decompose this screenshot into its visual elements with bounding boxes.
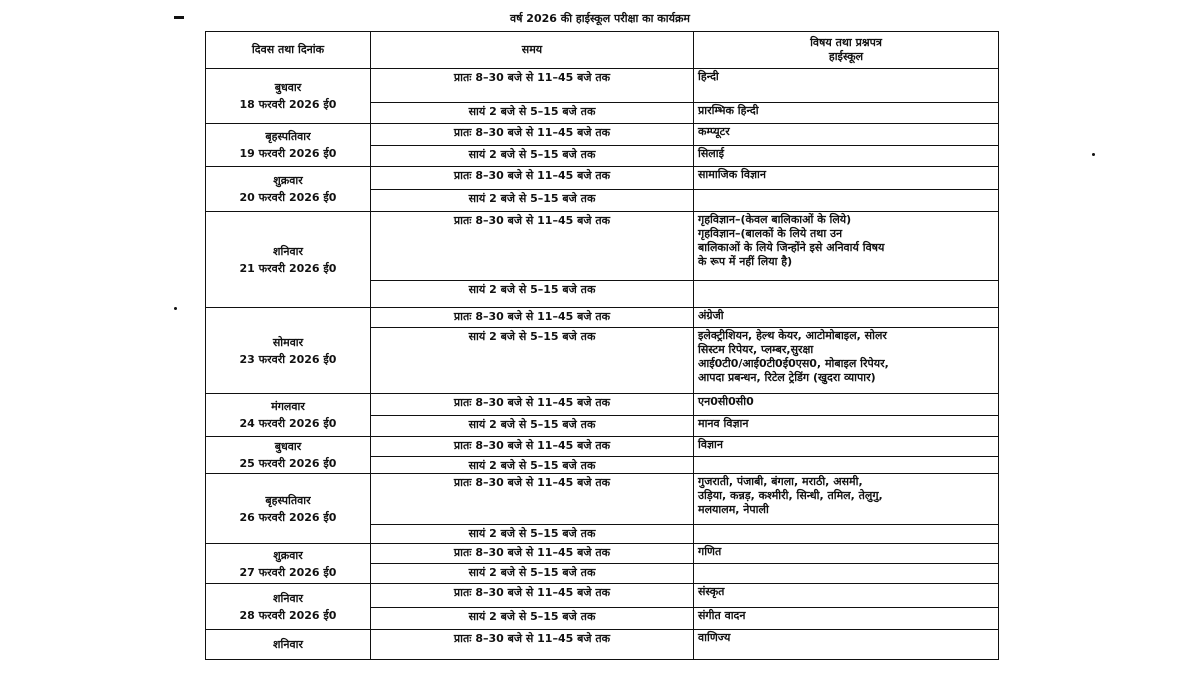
morning-time: प्रातः 8–30 बजे से 11–45 बजे तक <box>371 394 694 416</box>
morning-time: प्रातः 8–30 बजे से 11–45 बजे तक <box>371 212 694 281</box>
evening-time: सायं 2 बजे से 5–15 बजे तक <box>371 564 694 584</box>
table-row <box>206 124 999 146</box>
morning-time: प्रातः 8–30 बजे से 11–45 बजे तक <box>371 124 694 146</box>
day-name: बुधवार <box>274 440 302 453</box>
evening-time: सायं 2 बजे से 5–15 बजे तक <box>371 281 694 308</box>
header-subject-line: विषय तथा प्रश्नपत्र <box>810 36 882 49</box>
subject-line: गणित <box>698 545 722 558</box>
evening-subject <box>694 608 999 630</box>
morning-time: प्रातः 8–30 बजे से 11–45 बजे तक <box>371 544 694 564</box>
exam-date: 25 फरवरी 2026 ई0 <box>239 457 337 470</box>
table-row <box>206 167 999 190</box>
page-title: वर्ष 2026 की हाईस्कूल परीक्षा का कार्यक्रम <box>510 12 690 25</box>
morning-subject <box>694 474 999 525</box>
subject-line: कम्प्यूटर <box>698 125 730 138</box>
morning-subject <box>694 544 999 564</box>
morning-subject <box>694 584 999 608</box>
header-day-date: दिवस तथा दिनांक <box>206 32 371 69</box>
table-row <box>206 394 999 416</box>
schedule-body <box>206 69 999 660</box>
evening-time: सायं 2 बजे से 5–15 बजे तक <box>371 190 694 212</box>
morning-time: प्रातः 8–30 बजे से 11–45 बजे तक <box>371 437 694 457</box>
table-header-row <box>206 32 999 69</box>
exam-date: 23 फरवरी 2026 ई0 <box>239 352 337 366</box>
evening-time: सायं 2 बजे से 5–15 बजे तक <box>371 525 694 544</box>
exam-date: 27 फरवरी 2026 ई0 <box>239 565 337 579</box>
subject-line: आई0टी0/आई0टी0ई0एस0, मोबाइल रिपेयर, <box>698 357 889 370</box>
day-date-cell <box>206 212 371 308</box>
subject-line: विज्ञान <box>698 438 723 451</box>
header-subject <box>694 32 999 69</box>
day-name: शुक्रवार <box>273 548 303 562</box>
evening-subject <box>694 281 999 308</box>
subject-line: गृहविज्ञान–(केवल बालिकाओं के लिये) <box>698 213 852 226</box>
table-row <box>206 69 999 103</box>
subject-line: सिलाई <box>698 147 724 160</box>
evening-subject <box>694 190 999 212</box>
day-date-cell <box>206 308 371 394</box>
table-row <box>206 584 999 608</box>
morning-subject <box>694 69 999 103</box>
morning-subject <box>694 437 999 457</box>
evening-time: सायं 2 बजे से 5–15 बजे तक <box>371 416 694 437</box>
evening-time: सायं 2 बजे से 5–15 बजे तक <box>371 146 694 167</box>
morning-time: प्रातः 8–30 बजे से 11–45 बजे तक <box>371 584 694 608</box>
exam-date: 24 फरवरी 2026 ई0 <box>239 417 337 430</box>
subject-line: एन0सी0सी0 <box>698 395 754 408</box>
day-name: शनिवार <box>273 638 303 651</box>
subject-line: उड़िया, कन्नड़, कश्मीरी, सिन्धी, तमिल, तेलुगु, <box>698 489 883 502</box>
subject-line: आपदा प्रबन्धन, रिटेल ट्रेडिंग (खुदरा व्यापार) <box>698 371 876 384</box>
subject-line: संस्कृत <box>698 585 725 598</box>
subject-line: गृहविज्ञान–(बालकों के लिये तथा उन <box>698 227 843 240</box>
table-row <box>206 474 999 525</box>
exam-date: 19 फरवरी 2026 ई0 <box>239 147 337 160</box>
morning-subject <box>694 212 999 281</box>
table-row <box>206 437 999 457</box>
subject-line: प्रारम्भिक हिन्दी <box>698 104 759 117</box>
subject-line: सामाजिक विज्ञान <box>698 168 766 181</box>
day-date-cell <box>206 394 371 437</box>
evening-subject <box>694 416 999 437</box>
evening-subject <box>694 328 999 394</box>
evening-time: सायं 2 बजे से 5–15 बजे तक <box>371 608 694 630</box>
scan-mark <box>1092 153 1095 156</box>
subject-line: के रूप में नहीं लिया है) <box>698 255 793 268</box>
day-date-cell <box>206 437 371 474</box>
day-name: शनिवार <box>273 244 303 258</box>
day-date-cell <box>206 167 371 212</box>
exam-date: 20 फरवरी 2026 ई0 <box>239 191 337 204</box>
subject-line: सिस्टम रिपेयर, प्लम्बर,सुरक्षा <box>698 343 814 356</box>
header-subject-line: हाईस्कूल <box>828 50 864 63</box>
day-name: शनिवार <box>273 591 303 605</box>
evening-subject <box>694 525 999 544</box>
evening-subject <box>694 564 999 584</box>
subject-line: संगीत वादन <box>698 609 746 622</box>
subject-line: गुजराती, पंजाबी, बंगला, मराठी, असमी, <box>698 475 863 488</box>
evening-subject <box>694 457 999 474</box>
table-row <box>206 630 999 660</box>
day-name: बृहस्पतिवार <box>265 493 311 507</box>
table-row <box>206 544 999 564</box>
evening-subject <box>694 146 999 167</box>
table-row <box>206 212 999 281</box>
subject-line: बालिकाओं के लिये जिन्होंने इसे अनिवार्य विषय <box>698 241 885 254</box>
exam-date: 26 फरवरी 2026 ई0 <box>239 510 337 524</box>
evening-time: सायं 2 बजे से 5–15 बजे तक <box>371 457 694 474</box>
morning-time: प्रातः 8–30 बजे से 11–45 बजे तक <box>371 474 694 525</box>
exam-date: 21 फरवरी 2026 ई0 <box>239 261 337 275</box>
morning-subject <box>694 124 999 146</box>
scan-mark <box>174 307 177 310</box>
day-name: शुक्रवार <box>273 174 303 187</box>
evening-time: सायं 2 बजे से 5–15 बजे तक <box>371 328 694 394</box>
day-date-cell <box>206 69 371 124</box>
subject-line: हिन्दी <box>698 70 719 83</box>
day-name: बृहस्पतिवार <box>265 130 311 143</box>
morning-subject <box>694 394 999 416</box>
day-name: सोमवार <box>272 335 304 349</box>
subject-line: वाणिज्य <box>698 631 731 644</box>
subject-line: मानव विज्ञान <box>698 417 749 430</box>
evening-subject <box>694 103 999 124</box>
day-name: मंगलवार <box>271 400 305 413</box>
day-date-cell <box>206 630 371 660</box>
morning-time: प्रातः 8–30 बजे से 11–45 बजे तक <box>371 69 694 103</box>
morning-subject <box>694 167 999 190</box>
subject-line: अंग्रेजी <box>698 309 724 322</box>
day-name: बुधवार <box>274 81 302 94</box>
morning-time: प्रातः 8–30 बजे से 11–45 बजे तक <box>371 630 694 660</box>
table-row <box>206 308 999 328</box>
morning-subject <box>694 630 999 660</box>
day-date-cell <box>206 474 371 544</box>
exam-schedule-table <box>205 31 999 660</box>
subject-line: मलयालम, नेपाली <box>698 503 769 516</box>
exam-date: 28 फरवरी 2026 ई0 <box>239 608 337 622</box>
header-time: समय <box>371 32 694 69</box>
morning-time: प्रातः 8–30 बजे से 11–45 बजे तक <box>371 167 694 190</box>
day-date-cell <box>206 544 371 584</box>
day-date-cell <box>206 584 371 630</box>
subject-line: इलेक्ट्रीशियन, हेल्थ केयर, आटोमोबाइल, सोलर <box>698 329 887 342</box>
exam-date: 18 फरवरी 2026 ई0 <box>239 98 337 111</box>
morning-subject <box>694 308 999 328</box>
evening-time: सायं 2 बजे से 5–15 बजे तक <box>371 103 694 124</box>
morning-time: प्रातः 8–30 बजे से 11–45 बजे तक <box>371 308 694 328</box>
day-date-cell <box>206 124 371 167</box>
